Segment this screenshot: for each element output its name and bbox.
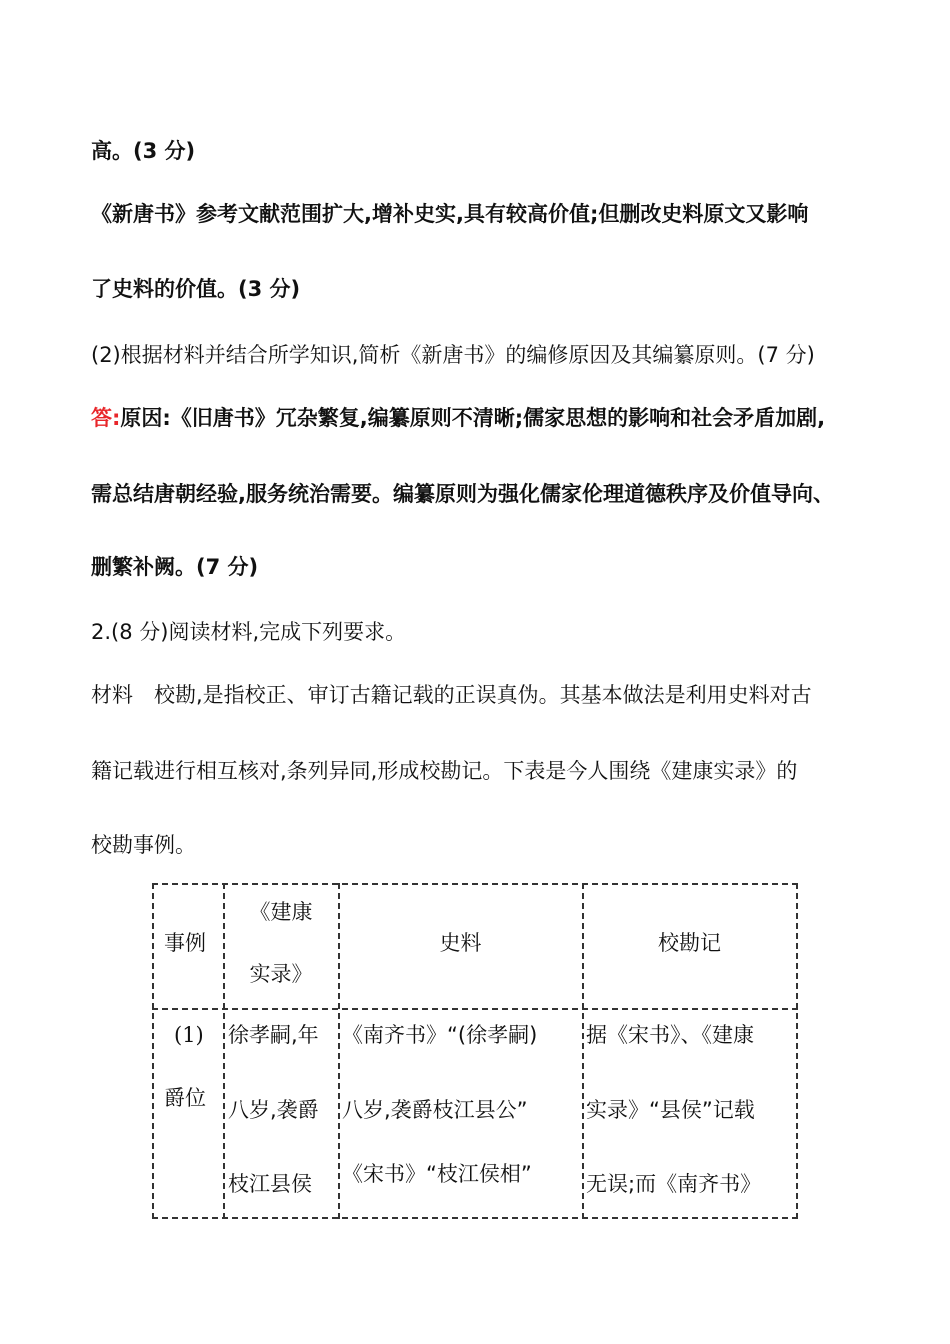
table-cell-collation-note: 据《宋书》、《建康 (586, 1023, 754, 1047)
answer-text: 原因:《旧唐书》冗杂繁复,编纂原则不清晰;儒家思想的影响和社会矛盾加剧, (120, 406, 826, 430)
table-border (152, 1217, 798, 1219)
answer-text-line: 需总结唐朝经验,服务统治需要。编纂原则为强化儒家伦理道德秩序及价值导向、 (91, 482, 834, 506)
question-text-line: 2.(8 分)阅读材料,完成下列要求。 (91, 620, 407, 644)
answer-text-line: 了史料的价值。(3 分) (91, 277, 301, 301)
table-cell-source: 《南齐书》“(徐孝嗣) (342, 1023, 538, 1047)
table-header-collation: 校勘记 (658, 931, 721, 955)
table-cell-record: 徐孝嗣,年 (228, 1023, 319, 1047)
table-border (796, 883, 798, 1219)
answer-text-line: 删繁补阙。(7 分) (91, 555, 259, 579)
table-header-case: 事例 (164, 931, 206, 955)
table-cell-record: 八岁,袭爵 (228, 1098, 319, 1122)
answer-text-line: 高。(3 分) (91, 139, 196, 163)
table-cell-collation-note: 实录》“县侯”记载 (586, 1098, 755, 1122)
table-cell-collation-note: 无误;而《南齐书》 (586, 1172, 762, 1196)
table-header-sources: 史料 (439, 931, 482, 955)
table-border (152, 883, 154, 1219)
table-header-jiankang: 《建康 (249, 900, 313, 924)
table-border (223, 883, 225, 1219)
material-text-line: 校勘事例。 (91, 833, 196, 857)
question-text-line: (2)根据材料并结合所学知识,简析《新唐书》的编修原因及其编纂原则。(7 分) (91, 343, 815, 367)
material-text-line: 籍记载进行相互核对,条列异同,形成校勘记。下表是今人围绕《建康实录》的 (91, 759, 798, 783)
table-border (152, 883, 798, 885)
table-cell-source: 八岁,袭爵枝江县公” (342, 1098, 528, 1122)
material-text-line: 材料 校勘,是指校正、审订古籍记载的正误真伪。其基本做法是利用史料对古 (91, 683, 812, 707)
table-cell-case-name: 爵位 (164, 1086, 206, 1110)
table-cell-record: 枝江县侯 (228, 1172, 312, 1196)
table-cell-case-number: (1) (174, 1023, 204, 1047)
answer-paragraph-line (91, 403, 825, 433)
answer-text-line: 《新唐书》参考文献范围扩大,增补史实,具有较高价值;但删改史料原文又影响 (91, 202, 809, 226)
collation-table (152, 883, 798, 1219)
table-cell-source: 《宋书》“枝江侯相” (342, 1162, 532, 1186)
table-border (152, 1008, 798, 1010)
table-header-jiankang: 实录》 (249, 962, 313, 986)
answer-label: 答: (91, 406, 121, 430)
